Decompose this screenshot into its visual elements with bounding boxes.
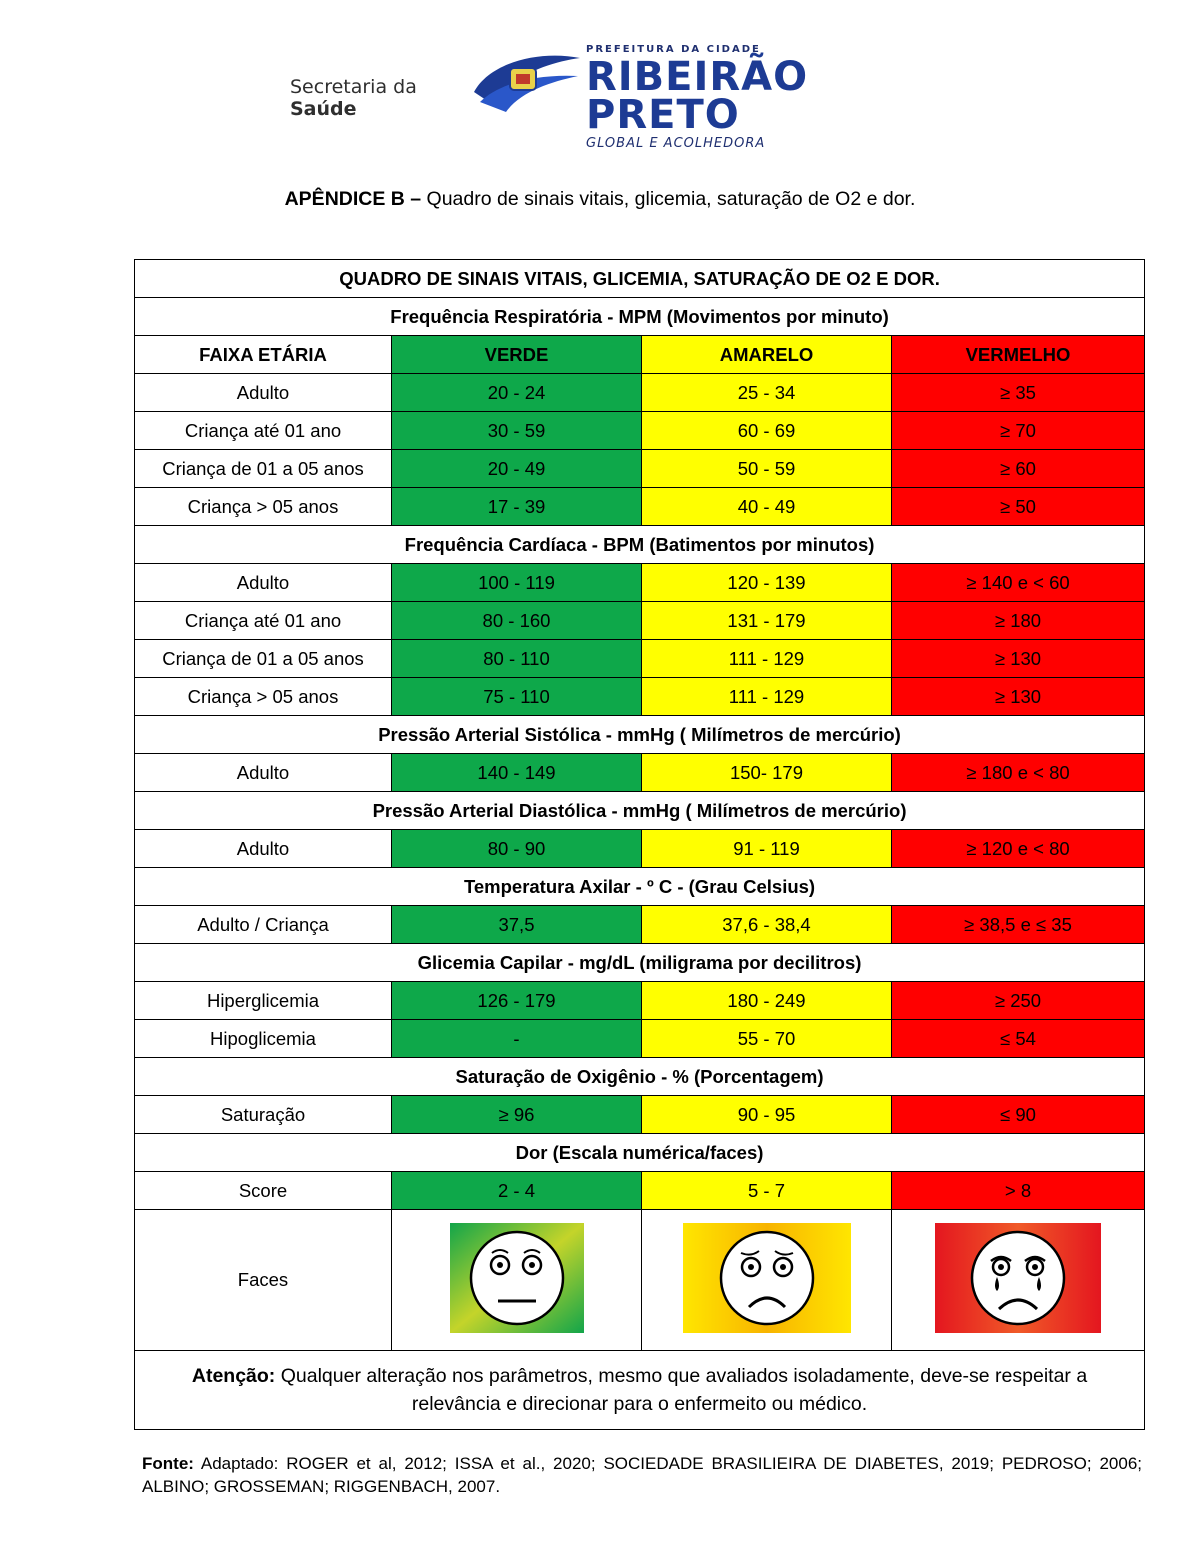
happy-face-icon bbox=[450, 1223, 584, 1338]
table-row bbox=[135, 412, 1145, 450]
table-row bbox=[135, 1172, 1145, 1210]
age-group-cell: Criança até 01 ano bbox=[135, 602, 392, 640]
section-title-row bbox=[135, 868, 1145, 906]
attention-note bbox=[135, 1351, 1145, 1430]
footer-rest: Adaptado: ROGER et al, 2012; ISSA et al., 2020; SOCIEDADE BRASILIEIRA DE DIABETES, 2019; PEDROSO; 2006; ALBINO; GROSSEMAN; RIGGENBACH, 2007. bbox=[142, 1454, 1142, 1496]
age-group-cell: Adulto / Criança bbox=[135, 906, 392, 944]
range-cell-yellow: 55 - 70 bbox=[642, 1020, 892, 1058]
range-cell-red: ≥ 38,5 e ≤ 35 bbox=[892, 906, 1145, 944]
table-row bbox=[135, 602, 1145, 640]
range-cell-red: ≥ 140 e < 60 bbox=[892, 564, 1145, 602]
range-cell-yellow: 131 - 179 bbox=[642, 602, 892, 640]
section-title: Frequência Cardíaca - BPM (Batimentos por minutos) bbox=[135, 526, 1145, 564]
range-cell-yellow: 150- 179 bbox=[642, 754, 892, 792]
range-cell-red: ≥ 35 bbox=[892, 374, 1145, 412]
secretaria-line1: Secretaria da bbox=[290, 76, 417, 98]
range-cell-yellow: 60 - 69 bbox=[642, 412, 892, 450]
footer-bold: Fonte: bbox=[142, 1454, 194, 1473]
section-title-row bbox=[135, 716, 1145, 754]
range-cell-yellow: 40 - 49 bbox=[642, 488, 892, 526]
range-cell-yellow: 120 - 139 bbox=[642, 564, 892, 602]
attention-label: Atenção: bbox=[191, 1365, 276, 1387]
section-title-row bbox=[135, 298, 1145, 336]
range-cell-green: 100 - 119 bbox=[392, 564, 642, 602]
age-group-cell: Adulto bbox=[135, 374, 392, 412]
column-header: VERDE bbox=[392, 336, 642, 374]
range-cell-red: ≥ 250 bbox=[892, 982, 1145, 1020]
section-title: Glicemia Capilar - mg/dL (miligrama por decilitros) bbox=[135, 944, 1145, 982]
crying-face-icon bbox=[935, 1223, 1101, 1338]
range-cell-red: ≤ 54 bbox=[892, 1020, 1145, 1058]
range-cell-green: 2 - 4 bbox=[392, 1172, 642, 1210]
section-title: Saturação de Oxigênio - % (Porcentagem) bbox=[135, 1058, 1145, 1096]
range-cell-red: > 8 bbox=[892, 1172, 1145, 1210]
table-main-title: QUADRO DE SINAIS VITAIS, GLICEMIA, SATURAÇÃO DE O2 E DOR. bbox=[135, 260, 1145, 298]
section-title: Pressão Arterial Diastólica - mmHg ( Milímetros de mercúrio) bbox=[135, 792, 1145, 830]
range-cell-red: ≥ 130 bbox=[892, 640, 1145, 678]
face-cell bbox=[642, 1210, 892, 1351]
range-cell-green: 80 - 90 bbox=[392, 830, 642, 868]
range-cell-green: 37,5 bbox=[392, 906, 642, 944]
range-cell-green: ≥ 96 bbox=[392, 1096, 642, 1134]
range-cell-red: ≥ 60 bbox=[892, 450, 1145, 488]
age-group-cell: Hiperglicemia bbox=[135, 982, 392, 1020]
table-row bbox=[135, 1020, 1145, 1058]
range-cell-red: ≤ 90 bbox=[892, 1096, 1145, 1134]
age-group-cell: Saturação bbox=[135, 1096, 392, 1134]
range-cell-red: ≥ 120 e < 80 bbox=[892, 830, 1145, 868]
range-cell-red: ≥ 50 bbox=[892, 488, 1145, 526]
section-title-row bbox=[135, 526, 1145, 564]
sad-face-icon bbox=[683, 1223, 851, 1338]
range-cell-yellow: 111 - 129 bbox=[642, 640, 892, 678]
section-title: Temperatura Axilar - º C - (Grau Celsius) bbox=[135, 868, 1145, 906]
table-row bbox=[135, 754, 1145, 792]
range-cell-yellow: 91 - 119 bbox=[642, 830, 892, 868]
range-cell-yellow: 180 - 249 bbox=[642, 982, 892, 1020]
section-title: Frequência Respiratória - MPM (Movimentos por minuto) bbox=[135, 298, 1145, 336]
range-cell-yellow: 111 - 129 bbox=[642, 678, 892, 716]
table-row bbox=[135, 450, 1145, 488]
prefeitura-label: PREFEITURA DA CIDADE bbox=[586, 44, 761, 55]
ribeirao-preto-logo bbox=[586, 44, 808, 151]
age-group-cell: Criança de 01 a 05 anos bbox=[135, 450, 392, 488]
section-title-row bbox=[135, 1134, 1145, 1172]
column-header: VERMELHO bbox=[892, 336, 1145, 374]
range-cell-green: 140 - 149 bbox=[392, 754, 642, 792]
table-row bbox=[135, 678, 1145, 716]
range-cell-green: 80 - 160 bbox=[392, 602, 642, 640]
age-group-cell: Hipoglicemia bbox=[135, 1020, 392, 1058]
range-cell-yellow: 90 - 95 bbox=[642, 1096, 892, 1134]
city-name-line2: PRETO bbox=[586, 92, 740, 138]
range-cell-yellow: 50 - 59 bbox=[642, 450, 892, 488]
range-cell-green: - bbox=[392, 1020, 642, 1058]
table-row bbox=[135, 640, 1145, 678]
table-row bbox=[135, 982, 1145, 1020]
table-row bbox=[135, 488, 1145, 526]
column-header-row bbox=[135, 336, 1145, 374]
range-cell-green: 126 - 179 bbox=[392, 982, 642, 1020]
section-title-row bbox=[135, 944, 1145, 982]
city-tagline: GLOBAL E ACOLHEDORA bbox=[586, 136, 766, 151]
section-title-row bbox=[135, 792, 1145, 830]
source-footnote bbox=[142, 1452, 1142, 1498]
range-cell-green: 20 - 24 bbox=[392, 374, 642, 412]
range-cell-red: ≥ 130 bbox=[892, 678, 1145, 716]
faces-row bbox=[135, 1210, 1145, 1351]
age-group-cell: Criança > 05 anos bbox=[135, 488, 392, 526]
age-group-cell: Criança > 05 anos bbox=[135, 678, 392, 716]
column-header: AMARELO bbox=[642, 336, 892, 374]
age-group-cell: Criança de 01 a 05 anos bbox=[135, 640, 392, 678]
title-bold: APÊNDICE B – bbox=[284, 188, 422, 210]
city-name-line1: RIBEIRÃO bbox=[586, 54, 809, 100]
table-row bbox=[135, 1096, 1145, 1134]
range-cell-yellow: 37,6 - 38,4 bbox=[642, 906, 892, 944]
age-group-cell: Score bbox=[135, 1172, 392, 1210]
age-group-cell: Adulto bbox=[135, 754, 392, 792]
secretaria-line2: Saúde bbox=[290, 98, 357, 120]
section-title: Pressão Arterial Sistólica - mmHg ( Milímetros de mercúrio) bbox=[135, 716, 1145, 754]
page-title bbox=[0, 188, 1200, 211]
range-cell-red: ≥ 180 e < 80 bbox=[892, 754, 1145, 792]
range-cell-red: ≥ 180 bbox=[892, 602, 1145, 640]
table-row bbox=[135, 374, 1145, 412]
range-cell-green: 30 - 59 bbox=[392, 412, 642, 450]
range-cell-green: 75 - 110 bbox=[392, 678, 642, 716]
table-row bbox=[135, 906, 1145, 944]
age-group-cell: Adulto bbox=[135, 564, 392, 602]
face-cell bbox=[392, 1210, 642, 1351]
face-cell bbox=[892, 1210, 1145, 1351]
section-title-row bbox=[135, 1058, 1145, 1096]
attention-text: Qualquer alteração nos parâmetros, mesmo que avaliados isoladamente, deve-se respeitar a relevância e direcionar para o enfermeito ou médico. bbox=[275, 1365, 1088, 1415]
title-rest: Quadro de sinais vitais, glicemia, saturação de O2 e dor. bbox=[421, 188, 916, 210]
column-header: FAIXA ETÁRIA bbox=[135, 336, 392, 374]
range-cell-red: ≥ 70 bbox=[892, 412, 1145, 450]
vital-signs-table bbox=[134, 259, 1145, 1430]
range-cell-green: 20 - 49 bbox=[392, 450, 642, 488]
table-row bbox=[135, 564, 1145, 602]
range-cell-yellow: 5 - 7 bbox=[642, 1172, 892, 1210]
age-group-cell: Adulto bbox=[135, 830, 392, 868]
table-title-row bbox=[135, 260, 1145, 298]
attention-note-row bbox=[135, 1351, 1145, 1430]
table-row bbox=[135, 830, 1145, 868]
faces-label: Faces bbox=[135, 1210, 392, 1351]
section-title: Dor (Escala numérica/faces) bbox=[135, 1134, 1145, 1172]
range-cell-yellow: 25 - 34 bbox=[642, 374, 892, 412]
range-cell-green: 80 - 110 bbox=[392, 640, 642, 678]
city-emblem-icon bbox=[470, 52, 582, 121]
age-group-cell: Criança até 01 ano bbox=[135, 412, 392, 450]
secretaria-saude-logo bbox=[290, 76, 417, 120]
range-cell-green: 17 - 39 bbox=[392, 488, 642, 526]
